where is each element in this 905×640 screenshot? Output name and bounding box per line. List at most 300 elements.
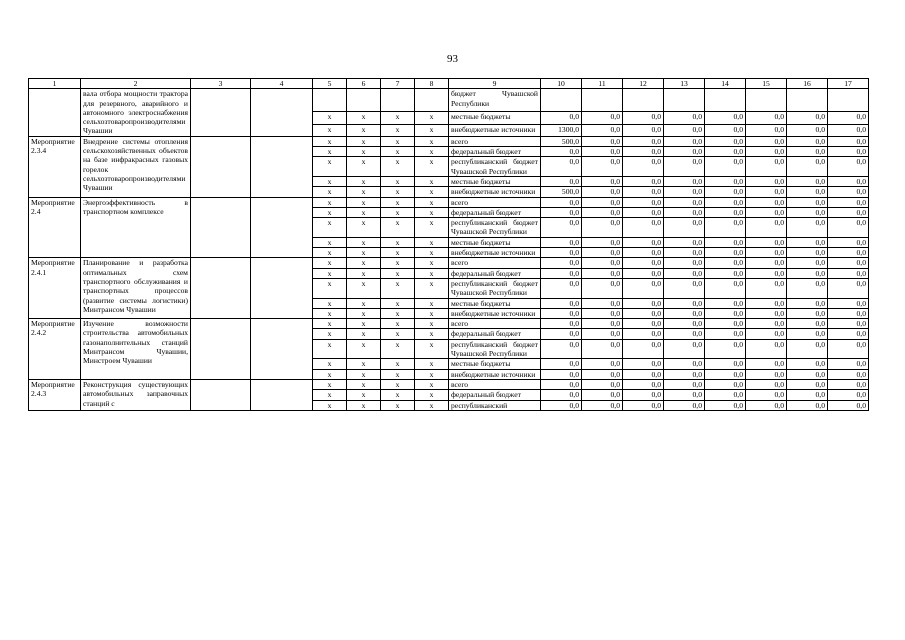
amount-cell: 0,0 [541,248,582,258]
amount-cell: 0,0 [582,258,623,268]
amount-cell: 0,0 [582,390,623,400]
amount-cell: 0,0 [582,197,623,207]
amount-cell: 0,0 [828,187,869,197]
amount-cell: 0,0 [705,329,746,339]
column-number: 12 [623,79,664,89]
budget-code-cell: х [347,124,381,136]
amount-cell: 0,0 [664,268,705,278]
responsible-executor-cell [191,379,251,410]
amount-cell: 0,0 [582,369,623,379]
amount-cell: 0,0 [705,248,746,258]
amount-cell: 0,0 [787,308,828,318]
amount-cell: 0,0 [582,218,623,238]
responsible-executor-cell [191,197,251,258]
funding-source: федеральный бюджет [449,329,541,339]
funding-source: местные бюджеты [449,112,541,124]
amount-cell: 0,0 [541,319,582,329]
budget-code-cell: х [381,112,415,124]
amount-cell [541,89,582,112]
co-executor-cell [251,136,313,197]
budget-code-cell: х [415,197,449,207]
funding-source: всего [449,319,541,329]
amount-cell: 0,0 [828,258,869,268]
amount-cell: 0,0 [828,124,869,136]
amount-cell: 0,0 [664,237,705,247]
budget-code-cell: х [347,369,381,379]
table-row [29,197,869,207]
amount-cell: 0,0 [623,176,664,186]
amount-cell: 0,0 [541,359,582,369]
responsible-executor-cell [191,136,251,197]
budget-code-cell: х [415,278,449,298]
amount-cell: 0,0 [746,237,787,247]
amount-cell: 0,0 [828,359,869,369]
amount-cell: 0,0 [582,278,623,298]
amount-cell: 0,0 [746,308,787,318]
amount-cell: 0,0 [541,218,582,238]
amount-cell: 0,0 [664,124,705,136]
amount-cell: 0,0 [664,176,705,186]
amount-cell: 0,0 [787,112,828,124]
budget-code-cell: х [415,390,449,400]
budget-code-cell: х [313,187,347,197]
amount-cell: 0,0 [664,298,705,308]
column-number: 1 [29,79,81,89]
budget-code-cell: х [381,176,415,186]
budget-code-cell: х [381,258,415,268]
amount-cell: 0,0 [582,339,623,359]
activity-description: Изучение возможности строительства автомобильных газонаполнительных станций Минтрансом Чувашии, Минстроем Чувашии [81,319,191,380]
budget-code-cell: х [313,379,347,389]
budget-code-cell: х [415,298,449,308]
budget-code-cell: х [313,329,347,339]
amount-cell: 0,0 [705,157,746,177]
amount-cell: 0,0 [746,339,787,359]
amount-cell: 0,0 [787,359,828,369]
amount-cell: 0,0 [582,176,623,186]
budget-code-cell: х [313,248,347,258]
budget-code-cell: х [381,187,415,197]
amount-cell: 0,0 [746,329,787,339]
budget-code-cell: х [347,278,381,298]
budget-code-cell: х [313,147,347,157]
amount-cell: 0,0 [705,308,746,318]
column-number: 3 [191,79,251,89]
amount-cell: 0,0 [787,237,828,247]
amount-cell: 0,0 [787,176,828,186]
amount-cell: 0,0 [705,187,746,197]
amount-cell: 0,0 [664,197,705,207]
amount-cell: 0,0 [582,147,623,157]
budget-code-cell: х [347,197,381,207]
amount-cell: 0,0 [664,308,705,318]
amount-cell: 0,0 [787,268,828,278]
budget-code-cell: х [381,248,415,258]
amount-cell: 0,0 [787,207,828,217]
amount-cell: 0,0 [541,329,582,339]
amount-cell: 500,0 [541,187,582,197]
funding-source: всего [449,197,541,207]
amount-cell [582,89,623,112]
amount-cell: 0,0 [623,157,664,177]
budget-code-cell: х [313,400,347,410]
amount-cell: 0,0 [541,258,582,268]
amount-cell: 0,0 [746,278,787,298]
budget-code-cell: х [347,308,381,318]
page-number: 93 [447,53,458,65]
budget-code-cell: х [381,147,415,157]
table-row [29,89,869,112]
amount-cell: 0,0 [623,207,664,217]
budget-code-cell: х [347,329,381,339]
budget-code-cell: х [381,207,415,217]
amount-cell: 0,0 [623,112,664,124]
funding-source: республиканский бюджет Чувашской Республики [449,339,541,359]
amount-cell: 0,0 [746,390,787,400]
amount-cell [623,89,664,112]
amount-cell: 0,0 [582,268,623,278]
amount-cell: 0,0 [541,308,582,318]
amount-cell: 0,0 [705,124,746,136]
budget-code-cell: х [313,112,347,124]
amount-cell: 0,0 [664,112,705,124]
budget-code-cell: х [381,237,415,247]
funding-source: республиканский бюджет Чувашской Республики [449,157,541,177]
amount-cell: 0,0 [787,329,828,339]
amount-cell: 0,0 [746,379,787,389]
amount-cell: 0,0 [664,187,705,197]
amount-cell: 0,0 [623,308,664,318]
budget-code-cell: х [415,218,449,238]
amount-cell: 0,0 [787,124,828,136]
column-number: 7 [381,79,415,89]
budget-code-cell: х [313,268,347,278]
budget-code-cell: х [347,298,381,308]
amount-cell: 0,0 [623,339,664,359]
funding-source: всего [449,379,541,389]
amount-cell: 0,0 [787,369,828,379]
amount-cell: 0,0 [828,237,869,247]
amount-cell: 0,0 [623,390,664,400]
responsible-executor-cell [191,89,251,136]
amount-cell: 0,0 [664,339,705,359]
funding-source: местные бюджеты [449,298,541,308]
column-number: 14 [705,79,746,89]
funding-source: федеральный бюджет [449,390,541,400]
budget-code-cell: х [313,359,347,369]
co-executor-cell [251,197,313,258]
amount-cell [828,89,869,112]
budget-code-cell: х [381,268,415,278]
amount-cell: 0,0 [828,136,869,146]
amount-cell: 0,0 [746,400,787,410]
amount-cell: 0,0 [664,359,705,369]
column-number: 4 [251,79,313,89]
amount-cell: 0,0 [828,308,869,318]
amount-cell: 0,0 [582,187,623,197]
amount-cell: 0,0 [746,136,787,146]
amount-cell: 0,0 [787,339,828,359]
amount-cell: 0,0 [828,147,869,157]
budget-code-cell: х [347,218,381,238]
column-number: 5 [313,79,347,89]
amount-cell: 0,0 [746,248,787,258]
amount-cell: 0,0 [541,339,582,359]
co-executor-cell [251,258,313,319]
amount-cell: 0,0 [705,339,746,359]
budget-code-cell: х [415,329,449,339]
amount-cell: 0,0 [705,268,746,278]
amount-cell: 0,0 [787,147,828,157]
budget-code-cell: х [415,124,449,136]
activity-code: Мероприятие 2.4 [29,197,81,258]
table-row [29,136,869,146]
amount-cell: 0,0 [664,157,705,177]
funding-source: внебюджетные источники [449,369,541,379]
amount-cell: 0,0 [664,379,705,389]
column-number: 9 [449,79,541,89]
amount-cell: 0,0 [541,237,582,247]
table-row [29,258,869,268]
amount-cell: 0,0 [623,237,664,247]
responsible-executor-cell [191,258,251,319]
funding-source: внебюджетные источники [449,187,541,197]
amount-cell: 0,0 [582,112,623,124]
amount-cell: 0,0 [623,278,664,298]
funding-source: федеральный бюджет [449,147,541,157]
amount-cell: 0,0 [828,218,869,238]
amount-cell: 0,0 [828,339,869,359]
amount-cell: 0,0 [582,124,623,136]
activity-description: вала отбора мощности трактора для резервного, аварийного и автономного электроснабжения сельхозтоваропроизводителями Чувашии [81,89,191,136]
budget-code-cell: х [381,278,415,298]
amount-cell: 0,0 [541,207,582,217]
amount-cell: 0,0 [705,197,746,207]
budget-code-cell: х [347,379,381,389]
amount-cell: 0,0 [541,400,582,410]
budget-code-cell [415,89,449,112]
amount-cell: 0,0 [746,112,787,124]
amount-cell: 0,0 [705,278,746,298]
budget-code-cell: х [381,319,415,329]
responsible-executor-cell [191,319,251,380]
amount-cell: 0,0 [746,157,787,177]
amount-cell: 0,0 [746,207,787,217]
funding-source: всего [449,136,541,146]
budget-code-cell: х [313,319,347,329]
amount-cell: 0,0 [746,176,787,186]
amount-cell: 0,0 [705,400,746,410]
amount-cell: 0,0 [541,176,582,186]
budget-code-cell: х [415,308,449,318]
amount-cell [787,89,828,112]
funding-source: федеральный бюджет [449,207,541,217]
amount-cell: 0,0 [623,369,664,379]
amount-cell: 0,0 [623,147,664,157]
budget-code-cell: х [347,268,381,278]
budget-code-cell: х [415,237,449,247]
amount-cell [705,89,746,112]
amount-cell: 0,0 [541,369,582,379]
amount-cell: 0,0 [541,390,582,400]
amount-cell: 0,0 [582,157,623,177]
funding-source: внебюджетные источники [449,124,541,136]
budget-code-cell: х [313,124,347,136]
budget-code-cell: х [347,359,381,369]
budget-code-cell: х [347,147,381,157]
amount-cell: 0,0 [582,379,623,389]
amount-cell: 0,0 [787,136,828,146]
amount-cell: 0,0 [541,298,582,308]
amount-cell: 0,0 [787,197,828,207]
budget-code-cell: х [415,339,449,359]
amount-cell: 0,0 [705,207,746,217]
amount-cell: 0,0 [582,359,623,369]
budget-code-cell: х [347,136,381,146]
amount-cell: 0,0 [828,319,869,329]
amount-cell: 0,0 [746,197,787,207]
amount-cell: 0,0 [705,258,746,268]
amount-cell [746,89,787,112]
amount-cell: 0,0 [664,400,705,410]
budget-code-cell [313,89,347,112]
budget-code-cell: х [381,298,415,308]
amount-cell: 0,0 [787,390,828,400]
amount-cell: 0,0 [828,298,869,308]
amount-cell: 0,0 [623,329,664,339]
budget-code-cell: х [415,369,449,379]
budget-code-cell: х [415,157,449,177]
column-number: 16 [787,79,828,89]
amount-cell: 0,0 [746,124,787,136]
amount-cell: 0,0 [664,136,705,146]
budget-code-cell [381,89,415,112]
amount-cell: 0,0 [787,319,828,329]
amount-cell: 0,0 [623,298,664,308]
table-row [29,319,869,329]
budget-code-cell: х [381,197,415,207]
amount-cell: 0,0 [705,237,746,247]
budget-code-cell: х [313,258,347,268]
amount-cell: 0,0 [582,400,623,410]
budget-code-cell: х [381,157,415,177]
budget-code-cell: х [415,379,449,389]
budget-code-cell: х [381,329,415,339]
amount-cell: 0,0 [582,298,623,308]
amount-cell: 0,0 [705,390,746,400]
amount-cell: 0,0 [541,197,582,207]
activity-code: Мероприятие 2.4.1 [29,258,81,319]
amount-cell: 0,0 [746,319,787,329]
amount-cell: 0,0 [787,298,828,308]
budget-code-cell: х [347,390,381,400]
amount-cell: 0,0 [705,359,746,369]
budget-code-cell: х [381,339,415,359]
amount-cell: 0,0 [746,147,787,157]
budget-code-cell: х [381,390,415,400]
amount-cell: 0,0 [787,258,828,268]
budget-code-cell: х [415,147,449,157]
amount-cell: 0,0 [828,369,869,379]
amount-cell: 0,0 [787,248,828,258]
budget-code-cell: х [381,369,415,379]
co-executor-cell [251,379,313,410]
budget-code-cell: х [347,187,381,197]
amount-cell: 0,0 [664,207,705,217]
activity-code [29,89,81,136]
activity-description: Энергоэффективность в транспортном комплексе [81,197,191,258]
budget-code-cell: х [313,197,347,207]
amount-cell: 0,0 [828,400,869,410]
budget-code-cell: х [347,400,381,410]
funding-source: внебюджетные источники [449,248,541,258]
budget-code-cell: х [313,390,347,400]
table-row [29,379,869,389]
column-number: 11 [582,79,623,89]
amount-cell: 0,0 [705,147,746,157]
amount-cell: 0,0 [828,379,869,389]
amount-cell: 0,0 [623,359,664,369]
amount-cell: 0,0 [828,390,869,400]
budget-code-cell: х [347,112,381,124]
amount-cell: 0,0 [787,218,828,238]
activity-code: Мероприятие 2.3.4 [29,136,81,197]
amount-cell: 0,0 [664,218,705,238]
funding-source: республиканский [449,400,541,410]
budget-code-cell: х [347,339,381,359]
amount-cell: 0,0 [746,369,787,379]
budget-code-cell: х [313,369,347,379]
amount-cell: 0,0 [541,147,582,157]
budget-code-cell: х [313,218,347,238]
budget-code-cell: х [347,237,381,247]
funding-source: местные бюджеты [449,237,541,247]
budget-code-cell: х [313,278,347,298]
column-number: 17 [828,79,869,89]
amount-cell: 0,0 [664,147,705,157]
amount-cell: 1300,0 [541,124,582,136]
column-number: 15 [746,79,787,89]
amount-cell: 0,0 [623,319,664,329]
amount-cell: 0,0 [828,278,869,298]
budget-code-cell: х [347,248,381,258]
funding-source: федеральный бюджет [449,268,541,278]
budget-code-cell: х [415,136,449,146]
budget-code-cell: х [415,207,449,217]
activity-description: Реконструкция существующих автомобильных заправочных станций с [81,379,191,410]
amount-cell: 0,0 [705,136,746,146]
budget-code-cell: х [313,237,347,247]
amount-cell: 0,0 [705,176,746,186]
amount-cell: 0,0 [705,112,746,124]
column-number: 13 [664,79,705,89]
budget-code-cell: х [381,124,415,136]
budget-code-cell: х [381,379,415,389]
amount-cell: 500,0 [541,136,582,146]
amount-cell: 0,0 [623,136,664,146]
budget-code-cell: х [381,400,415,410]
funding-source: всего [449,258,541,268]
amount-cell: 0,0 [787,187,828,197]
amount-cell: 0,0 [828,207,869,217]
amount-cell: 0,0 [705,369,746,379]
budget-code-cell: х [313,207,347,217]
amount-cell: 0,0 [828,268,869,278]
amount-cell: 0,0 [623,218,664,238]
amount-cell: 0,0 [746,359,787,369]
amount-cell: 0,0 [787,379,828,389]
amount-cell: 0,0 [828,112,869,124]
